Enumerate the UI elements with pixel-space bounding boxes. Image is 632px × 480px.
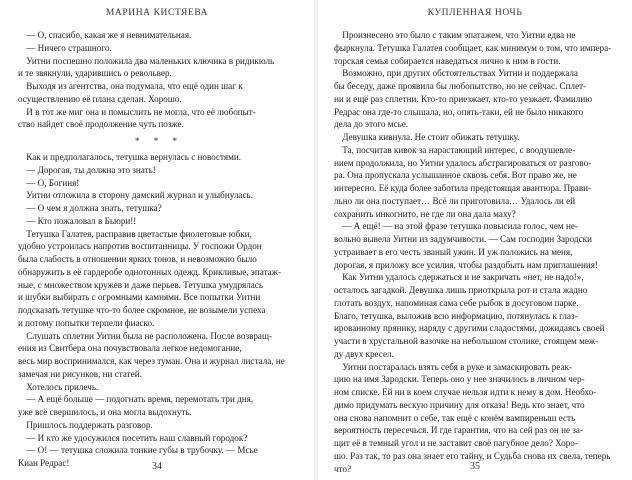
text-line: — И кто же удосужился посетить наш славный городок? bbox=[26, 432, 248, 443]
page-number-right: 35 bbox=[470, 461, 480, 472]
left-page-text bbox=[18, 29, 300, 470]
text-line: Девушка кивнула. Не стоит обижать тетушку. bbox=[342, 132, 520, 142]
text-line: Пришлось поддержать разговор. bbox=[26, 419, 153, 430]
text-line: — О чем я должна знать, тетушка? bbox=[26, 203, 162, 213]
text-line: Уитни постаралась взять себя в руке и замаскировать реак- bbox=[342, 361, 573, 372]
text-line: Возможно, при других обстоятельствах Уитни и поддержала bbox=[342, 68, 578, 79]
text-line: что? bbox=[334, 463, 352, 474]
text-line: — Ничего страшного. bbox=[26, 42, 112, 53]
text-line: нием продолжила, но Уитни удалось абстрагироваться от разгово- bbox=[334, 157, 592, 168]
text-line: интересно. Её куда более заботила предстоящая авантюра. Прави- bbox=[334, 183, 592, 193]
text-line: — Кто пожаловал в Бьюри!! bbox=[26, 215, 137, 226]
text-line: и те звякнули, ударившись о револьвер. bbox=[18, 68, 172, 79]
text-line: обнаружить в её гардеробе однотонных одежд. Крикливые, эпатаж- bbox=[18, 266, 282, 277]
text-line: дорогая, я приложу все усилия, чтобы раздобыть нам приглашения! bbox=[334, 259, 598, 270]
text-line: Хотелось прилечь. bbox=[26, 381, 99, 392]
text-line: — О, Богиня! bbox=[26, 177, 80, 188]
text-line: замечая ни рисунков, ни статей. bbox=[18, 368, 142, 379]
text-line: осталось загадкой. Девушка лишь приоткрыла рот и стала жадно bbox=[334, 285, 588, 295]
text-line: торская семья собирается наведаться лично к ним в гости. bbox=[334, 55, 561, 66]
text-line: устраивает в его честь званый ужин. И уж положись на меня, bbox=[334, 246, 573, 257]
text-line: Как Уитни удалось сдержаться и не закричать «нет, не надо!», bbox=[342, 272, 584, 283]
text-line: Произнесено это было с таким эпатажем, что Уитни едва не bbox=[342, 30, 576, 40]
text-line: Уитни отложила в сторону дамский журнал и улыбнулась. bbox=[26, 190, 253, 201]
left-text-block-1 bbox=[18, 29, 300, 131]
text-line: участи в хрустальной вазочке на небольшом столике, стоящем меж- bbox=[334, 336, 599, 346]
text-line: Благо, тетушка, выложив всю информацию, потянулась к глаз- bbox=[334, 310, 578, 321]
right-page bbox=[318, 0, 632, 480]
text-line: ном списке. Ей ни в коем случае нельзя идти к нему в дом. Необхо- bbox=[334, 387, 597, 397]
text-line: была слабость в отношении ярких тонов, и невозможно было bbox=[18, 254, 257, 264]
text-line: И в тот же миг она и помыслить не могла, что её любопыт- bbox=[26, 106, 256, 117]
text-line: цию на имя Зародски. Теперь оно у нее значилось в личном чер- bbox=[334, 374, 585, 385]
running-header-left: МАРИНА КИСТЯЕВА bbox=[105, 8, 209, 18]
text-line: ство найдет своё продолжение чуть позже. bbox=[18, 119, 184, 130]
text-line: Выходя из агентства, она подумала, что ещё один шаг к bbox=[26, 81, 243, 91]
right-page-text bbox=[334, 29, 618, 475]
text-line: ду двух кресел. bbox=[334, 348, 394, 359]
text-line: ни и ещё раз сплетни. Кто-то приезжает, кто-то уезжает. Фамилию bbox=[334, 93, 593, 104]
text-line: вольно вывела Уитни из задумчивости. — Сам господин Зародски bbox=[334, 234, 592, 244]
text-line: ные, с множеством кружев и даже перьев. Тетушка умудрялась bbox=[18, 279, 264, 290]
right-text-block bbox=[334, 29, 618, 475]
text-line: бы беседу, даже проявила бы любопытство, но не сейчас. Сплет- bbox=[334, 81, 587, 91]
text-line: сохранить инкогнито, не где ли она дала маху? bbox=[334, 208, 516, 219]
text-line: Редрас она где-то слышала, но, опять-таки, ей не было никакого bbox=[334, 106, 584, 117]
left-text-block-2 bbox=[18, 151, 300, 470]
text-line: щит её в темный угол и не заставит своё пагубное дело? Хоро- bbox=[334, 438, 578, 448]
left-page bbox=[0, 0, 314, 480]
text-line: осуществлению её плана сделан. Хорошо. bbox=[18, 93, 182, 104]
text-line: весь мир воспринимался, как через туман. Она и журнал листала, не bbox=[18, 356, 285, 366]
page-number-left: 34 bbox=[152, 461, 162, 472]
text-line: и потому попытки терпели фиаско. bbox=[18, 317, 155, 328]
text-line: фыркнула. Тетушка Галатея сообщает, как минимум о том, что импера- bbox=[334, 42, 612, 53]
text-line: димо придумать вескую причину для отказа! Ведь кто знает, что bbox=[334, 399, 585, 410]
text-line: Киан Редрас! bbox=[18, 458, 70, 468]
text-line: Уитни поспешно положила два маленьких ключика в ридикюль bbox=[26, 55, 275, 66]
text-line: Слушать сплетни Уитни была не расположена. После возвращ- bbox=[26, 330, 273, 341]
text-line: — А ещё больше — подогнать время, перемотать три дня, bbox=[26, 394, 254, 405]
text-line: ра. Она пропускала услышанное сквозь себя. Вот право же, не bbox=[334, 170, 577, 181]
text-line: — Дорогая, ты должна это знать! bbox=[26, 164, 156, 175]
text-line: Та, посчитав кивок за нарастающий интерес, с воодушевле- bbox=[342, 144, 576, 155]
text-line: Как и предполагалось, тетушка вернулась с новостями. bbox=[26, 152, 242, 162]
text-line: дела до этого мсье. bbox=[334, 119, 409, 130]
text-line: — О, спасибо, какая же я невнимательная. bbox=[26, 30, 192, 40]
text-line: глотать воздух, напоминая сама себе рыбок в досуговом парке. bbox=[334, 297, 579, 308]
text-line: вероятность пересечься. И где гарантия, что на сей раз он не за- bbox=[334, 425, 583, 436]
text-line: льно ли она поступает… Всё ли приготовила… Удалось ли ей bbox=[334, 195, 576, 206]
running-header-right: КУПЛЕННАЯ НОЧЬ bbox=[427, 8, 523, 18]
text-line: подсказать тетушке что-то более скромное, не возымели успеха bbox=[18, 305, 266, 315]
text-line: и шубки выбирать с огромными камнями. Все попытки Уитни bbox=[18, 292, 261, 303]
text-line: удобно устроилась напротив воспитанницы. У госпожи Ордон bbox=[18, 241, 262, 252]
text-line: шо. Раз так, то раз она знает его тайну, и Судьба снова их свела, теперь bbox=[334, 450, 611, 461]
text-line: Тетушка Галатея, расправив цветастые фиолетовые юбки, bbox=[26, 228, 252, 239]
text-line: — О! — тетушка сложила тонкие губы в трубочку. — Мсье bbox=[26, 445, 258, 456]
text-line: она снова напомнит о себе, так ещё с конём вампиреныш есть bbox=[334, 412, 576, 423]
text-line: — А ещё! — на этой фразе тетушка повысила голос, чем не- bbox=[342, 221, 578, 232]
section-separator: * * * bbox=[135, 136, 183, 146]
text-line: ения из Свитбера она почувствовала легкое недомогание, bbox=[18, 343, 242, 354]
text-line: уже всё свершилось, и она могла выдохнуть. bbox=[18, 407, 192, 417]
text-line: ированному прянику, наряду с другими сладостями, дожидаясь своей bbox=[334, 323, 605, 334]
